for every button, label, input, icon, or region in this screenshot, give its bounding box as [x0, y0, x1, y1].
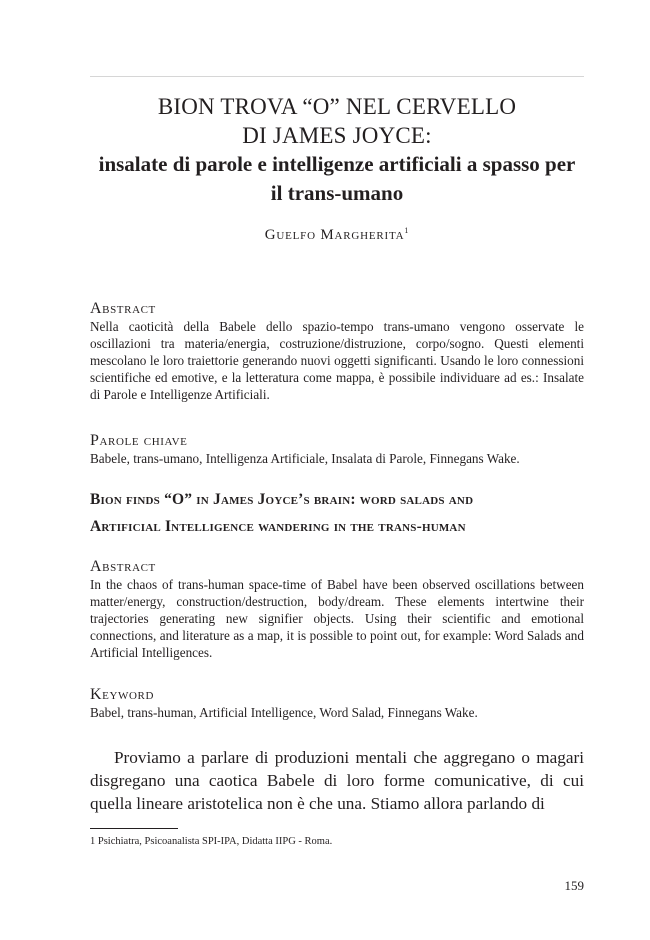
keywords-it-text: Babele, trans-umano, Intelligenza Artificiale, Insalata di Parole, Finnegans Wake.	[90, 451, 520, 466]
abstract-it-section	[90, 300, 584, 403]
body-paragraph: Proviamo a parlare di produzioni mentali che aggregano o magari disgregano una caotica Babele di loro forme comunicative, di cui quella lineare aristotelica non è che una. Stiamo allora parlando di	[90, 748, 584, 813]
keywords-it-heading: Parole chiave	[90, 432, 188, 449]
english-title	[90, 486, 584, 540]
abstract-en-section	[90, 558, 584, 661]
footnote-rule	[90, 828, 178, 829]
author	[90, 226, 584, 244]
author-name: Guelfo Margherita	[264, 227, 405, 243]
abstract-en-text: In the chaos of trans-human space-time of Babel have been observed oscillations between matter/energy, construction/destruction, body/dream. These elements intertwine their trajectories generating new signifier objects. Using their scientific and emotional connections, and literature as a map, it is possible to point out, for example: Word Salads and Artificial Intelligences.	[90, 577, 584, 660]
subtitle-line-2: il trans-umano	[270, 181, 404, 205]
keywords-en-text: Babel, trans-human, Artificial Intelligence, Word Salad, Finnegans Wake.	[90, 705, 478, 720]
abstract-en-heading: Abstract	[90, 558, 156, 575]
keywords-en-section	[90, 686, 584, 721]
keywords-it-section	[90, 432, 584, 467]
abstract-it-text: Nella caoticità della Babele dello spazio-tempo trans-umano vengono osservate le oscillazioni tra materia/energia, costruzione/distruzione, corpo/sogno. Questi elementi mescolano le loro traiettorie generando nuovi oggetti significanti. Usando le loro connessioni scientifiche ed emotive, e la letteratura come mappa, è possibile individuare ad es.: Insalate di Parole e Intelligenze Artificiali.	[90, 319, 584, 402]
keywords-en-heading: Keyword	[90, 686, 155, 703]
title-line-2: DI JAMES JOYCE:	[242, 123, 432, 148]
english-title-line-2: Artificial Intelligence wandering in the trans-human	[90, 518, 466, 535]
header-rule	[90, 76, 584, 77]
title-line-1: BION TROVA “O” NEL CERVELLO	[157, 94, 517, 119]
abstract-it-heading: Abstract	[90, 300, 156, 317]
english-title-line-1: Bion finds “O” in James Joyce’s brain: word salads and	[90, 491, 474, 508]
article-title	[70, 92, 604, 208]
page-number: 159	[564, 878, 584, 893]
author-footnote-mark: 1	[404, 226, 410, 235]
footnote: 1 Psichiatra, Psicoanalista SPI-IPA, Didatta IIPG - Roma.	[90, 836, 333, 847]
subtitle-line-1: insalate di parole e intelligenze artificiali a spasso per	[98, 152, 576, 176]
